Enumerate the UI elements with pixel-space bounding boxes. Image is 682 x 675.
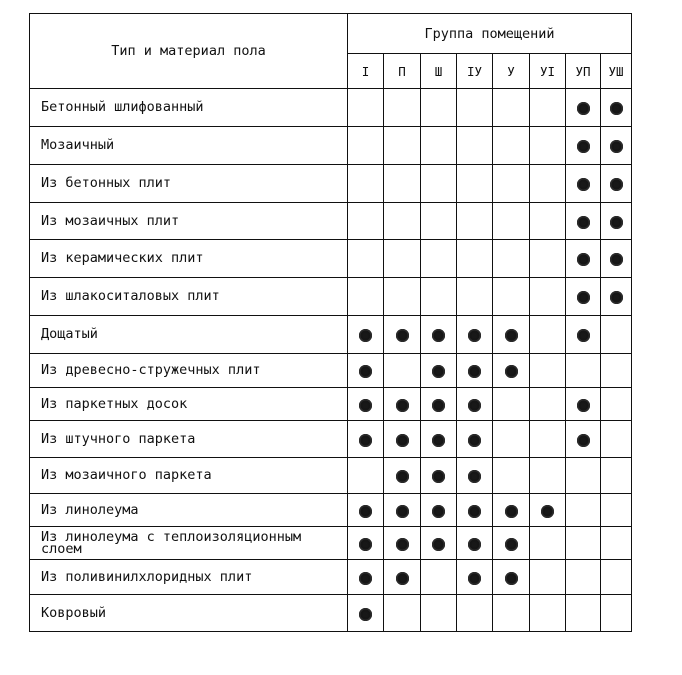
table-row bbox=[30, 89, 632, 127]
filled-dot-icon bbox=[359, 505, 372, 518]
mark-cell bbox=[457, 354, 493, 388]
filled-dot-icon bbox=[468, 329, 481, 342]
mark-cell bbox=[601, 316, 632, 354]
mark-cell bbox=[457, 458, 493, 494]
mark-cell bbox=[530, 458, 566, 494]
mark-cell bbox=[493, 89, 530, 127]
mark-cell bbox=[421, 316, 457, 354]
mark-cell bbox=[421, 203, 457, 240]
filled-dot-icon bbox=[468, 505, 481, 518]
mark-cell bbox=[530, 595, 566, 632]
mark-cell bbox=[348, 165, 384, 203]
mark-cell bbox=[384, 165, 421, 203]
filled-dot-icon bbox=[468, 538, 481, 551]
mark-cell bbox=[421, 165, 457, 203]
filled-dot-icon bbox=[432, 538, 445, 551]
table-body bbox=[30, 89, 632, 632]
mark-cell bbox=[601, 203, 632, 240]
floor-type-label: Дощатый bbox=[30, 316, 348, 354]
filled-dot-icon bbox=[359, 434, 372, 447]
mark-cell bbox=[493, 527, 530, 560]
filled-dot-icon bbox=[577, 178, 590, 191]
mark-cell bbox=[384, 560, 421, 595]
mark-cell bbox=[601, 494, 632, 527]
mark-cell bbox=[384, 421, 421, 458]
filled-dot-icon bbox=[541, 505, 554, 518]
floor-type-label: Ковровый bbox=[30, 595, 348, 632]
floor-type-label: Из бетонных плит bbox=[30, 165, 348, 203]
filled-dot-icon bbox=[577, 253, 590, 266]
mark-cell bbox=[457, 595, 493, 632]
table-row bbox=[30, 203, 632, 240]
floor-type-label: Из шлакоситаловых плит bbox=[30, 278, 348, 316]
filled-dot-icon bbox=[610, 253, 623, 266]
filled-dot-icon bbox=[359, 572, 372, 585]
mark-cell bbox=[493, 354, 530, 388]
mark-cell bbox=[566, 527, 601, 560]
column-header: I bbox=[348, 54, 384, 89]
filled-dot-icon bbox=[432, 505, 445, 518]
mark-cell bbox=[384, 240, 421, 278]
mark-cell bbox=[530, 388, 566, 421]
filled-dot-icon bbox=[577, 399, 590, 412]
mark-cell bbox=[384, 354, 421, 388]
mark-cell bbox=[601, 388, 632, 421]
filled-dot-icon bbox=[577, 140, 590, 153]
mark-cell bbox=[384, 388, 421, 421]
floor-type-label: Из линолеума bbox=[30, 494, 348, 527]
filled-dot-icon bbox=[610, 140, 623, 153]
filled-dot-icon bbox=[577, 329, 590, 342]
mark-cell bbox=[421, 458, 457, 494]
mark-cell bbox=[457, 560, 493, 595]
mark-cell bbox=[530, 354, 566, 388]
filled-dot-icon bbox=[359, 365, 372, 378]
mark-cell bbox=[493, 388, 530, 421]
mark-cell bbox=[530, 240, 566, 278]
mark-cell bbox=[530, 165, 566, 203]
filled-dot-icon bbox=[396, 538, 409, 551]
floor-type-label: Из древесно-стружечных плит bbox=[30, 354, 348, 388]
mark-cell bbox=[457, 278, 493, 316]
mark-cell bbox=[384, 458, 421, 494]
mark-cell bbox=[384, 127, 421, 165]
filled-dot-icon bbox=[432, 365, 445, 378]
mark-cell bbox=[530, 316, 566, 354]
mark-cell bbox=[457, 388, 493, 421]
mark-cell bbox=[530, 560, 566, 595]
floor-type-label: Из мозаичных плит bbox=[30, 203, 348, 240]
mark-cell bbox=[493, 458, 530, 494]
filled-dot-icon bbox=[432, 470, 445, 483]
mark-cell bbox=[457, 316, 493, 354]
filled-dot-icon bbox=[505, 329, 518, 342]
mark-cell bbox=[493, 127, 530, 165]
mark-cell bbox=[348, 278, 384, 316]
mark-cell bbox=[601, 560, 632, 595]
mark-cell bbox=[348, 89, 384, 127]
mark-cell bbox=[348, 127, 384, 165]
filled-dot-icon bbox=[577, 216, 590, 229]
mark-cell bbox=[601, 278, 632, 316]
filled-dot-icon bbox=[396, 399, 409, 412]
mark-cell bbox=[566, 165, 601, 203]
mark-cell bbox=[493, 494, 530, 527]
filled-dot-icon bbox=[396, 505, 409, 518]
table-row bbox=[30, 458, 632, 494]
mark-cell bbox=[601, 127, 632, 165]
table-row bbox=[30, 494, 632, 527]
mark-cell bbox=[421, 354, 457, 388]
mark-cell bbox=[421, 89, 457, 127]
mark-cell bbox=[348, 560, 384, 595]
mark-cell bbox=[384, 527, 421, 560]
mark-cell bbox=[384, 595, 421, 632]
filled-dot-icon bbox=[359, 608, 372, 621]
table-row bbox=[30, 388, 632, 421]
floor-type-table bbox=[29, 13, 632, 632]
floor-type-label: Из линолеума с теплоизоляционным слоем bbox=[30, 527, 348, 560]
mark-cell bbox=[530, 278, 566, 316]
filled-dot-icon bbox=[432, 329, 445, 342]
filled-dot-icon bbox=[505, 572, 518, 585]
mark-cell bbox=[530, 203, 566, 240]
column-header: Ш bbox=[421, 54, 457, 89]
group-header: Группа помещений bbox=[348, 14, 632, 54]
filled-dot-icon bbox=[468, 470, 481, 483]
mark-cell bbox=[566, 278, 601, 316]
corner-header: Тип и материал пола bbox=[30, 14, 348, 89]
mark-cell bbox=[493, 560, 530, 595]
filled-dot-icon bbox=[577, 434, 590, 447]
mark-cell bbox=[566, 494, 601, 527]
mark-cell bbox=[348, 595, 384, 632]
mark-cell bbox=[493, 278, 530, 316]
mark-cell bbox=[421, 278, 457, 316]
table-row bbox=[30, 354, 632, 388]
table-row bbox=[30, 278, 632, 316]
mark-cell bbox=[457, 127, 493, 165]
floor-type-label: Из керамических плит bbox=[30, 240, 348, 278]
mark-cell bbox=[566, 458, 601, 494]
mark-cell bbox=[421, 421, 457, 458]
mark-cell bbox=[493, 240, 530, 278]
mark-cell bbox=[566, 595, 601, 632]
filled-dot-icon bbox=[610, 291, 623, 304]
mark-cell bbox=[421, 127, 457, 165]
filled-dot-icon bbox=[396, 329, 409, 342]
table-row bbox=[30, 527, 632, 560]
filled-dot-icon bbox=[577, 291, 590, 304]
mark-cell bbox=[384, 278, 421, 316]
table-row bbox=[30, 560, 632, 595]
filled-dot-icon bbox=[432, 399, 445, 412]
mark-cell bbox=[566, 388, 601, 421]
mark-cell bbox=[601, 89, 632, 127]
column-header: У bbox=[493, 54, 530, 89]
mark-cell bbox=[384, 203, 421, 240]
filled-dot-icon bbox=[359, 399, 372, 412]
mark-cell bbox=[384, 89, 421, 127]
mark-cell bbox=[348, 421, 384, 458]
mark-cell bbox=[566, 354, 601, 388]
mark-cell bbox=[601, 354, 632, 388]
table-row bbox=[30, 165, 632, 203]
mark-cell bbox=[566, 203, 601, 240]
mark-cell bbox=[601, 240, 632, 278]
mark-cell bbox=[421, 494, 457, 527]
filled-dot-icon bbox=[359, 538, 372, 551]
mark-cell bbox=[348, 527, 384, 560]
mark-cell bbox=[566, 560, 601, 595]
mark-cell bbox=[601, 421, 632, 458]
filled-dot-icon bbox=[468, 399, 481, 412]
table-row bbox=[30, 421, 632, 458]
mark-cell bbox=[566, 127, 601, 165]
filled-dot-icon bbox=[505, 365, 518, 378]
mark-cell bbox=[530, 421, 566, 458]
filled-dot-icon bbox=[505, 538, 518, 551]
mark-cell bbox=[530, 494, 566, 527]
mark-cell bbox=[384, 316, 421, 354]
mark-cell bbox=[457, 527, 493, 560]
filled-dot-icon bbox=[432, 434, 445, 447]
mark-cell bbox=[457, 494, 493, 527]
mark-cell bbox=[348, 316, 384, 354]
mark-cell bbox=[566, 89, 601, 127]
filled-dot-icon bbox=[396, 434, 409, 447]
mark-cell bbox=[457, 421, 493, 458]
column-header: IУ bbox=[457, 54, 493, 89]
mark-cell bbox=[566, 316, 601, 354]
mark-cell bbox=[566, 421, 601, 458]
mark-cell bbox=[457, 165, 493, 203]
filled-dot-icon bbox=[396, 572, 409, 585]
mark-cell bbox=[566, 240, 601, 278]
mark-cell bbox=[348, 388, 384, 421]
mark-cell bbox=[493, 595, 530, 632]
filled-dot-icon bbox=[396, 470, 409, 483]
table-row bbox=[30, 240, 632, 278]
mark-cell bbox=[421, 595, 457, 632]
mark-cell bbox=[493, 165, 530, 203]
mark-cell bbox=[493, 203, 530, 240]
mark-cell bbox=[530, 89, 566, 127]
mark-cell bbox=[457, 203, 493, 240]
filled-dot-icon bbox=[468, 365, 481, 378]
filled-dot-icon bbox=[505, 505, 518, 518]
mark-cell bbox=[493, 421, 530, 458]
table-row bbox=[30, 127, 632, 165]
mark-cell bbox=[457, 89, 493, 127]
floor-type-label: Из штучного паркета bbox=[30, 421, 348, 458]
mark-cell bbox=[457, 240, 493, 278]
floor-type-label: Из паркетных досок bbox=[30, 388, 348, 421]
mark-cell bbox=[493, 316, 530, 354]
floor-type-label: Мозаичный bbox=[30, 127, 348, 165]
mark-cell bbox=[421, 527, 457, 560]
filled-dot-icon bbox=[468, 434, 481, 447]
mark-cell bbox=[530, 127, 566, 165]
filled-dot-icon bbox=[577, 102, 590, 115]
column-header: УШ bbox=[601, 54, 632, 89]
column-header: П bbox=[384, 54, 421, 89]
mark-cell bbox=[348, 458, 384, 494]
mark-cell bbox=[421, 240, 457, 278]
mark-cell bbox=[348, 203, 384, 240]
mark-cell bbox=[421, 388, 457, 421]
mark-cell bbox=[348, 354, 384, 388]
filled-dot-icon bbox=[359, 329, 372, 342]
mark-cell bbox=[348, 494, 384, 527]
mark-cell bbox=[601, 595, 632, 632]
mark-cell bbox=[601, 527, 632, 560]
mark-cell bbox=[421, 560, 457, 595]
table-header bbox=[30, 14, 632, 89]
mark-cell bbox=[601, 458, 632, 494]
table-row bbox=[30, 316, 632, 354]
filled-dot-icon bbox=[610, 178, 623, 191]
floor-type-label: Из поливинилхлоридных плит bbox=[30, 560, 348, 595]
column-header: УI bbox=[530, 54, 566, 89]
floor-type-label: Бетонный шлифованный bbox=[30, 89, 348, 127]
mark-cell bbox=[384, 494, 421, 527]
filled-dot-icon bbox=[610, 216, 623, 229]
table-row bbox=[30, 595, 632, 632]
mark-cell bbox=[601, 165, 632, 203]
mark-cell bbox=[348, 240, 384, 278]
filled-dot-icon bbox=[610, 102, 623, 115]
column-header: УП bbox=[566, 54, 601, 89]
mark-cell bbox=[530, 527, 566, 560]
filled-dot-icon bbox=[468, 572, 481, 585]
floor-type-label: Из мозаичного паркета bbox=[30, 458, 348, 494]
